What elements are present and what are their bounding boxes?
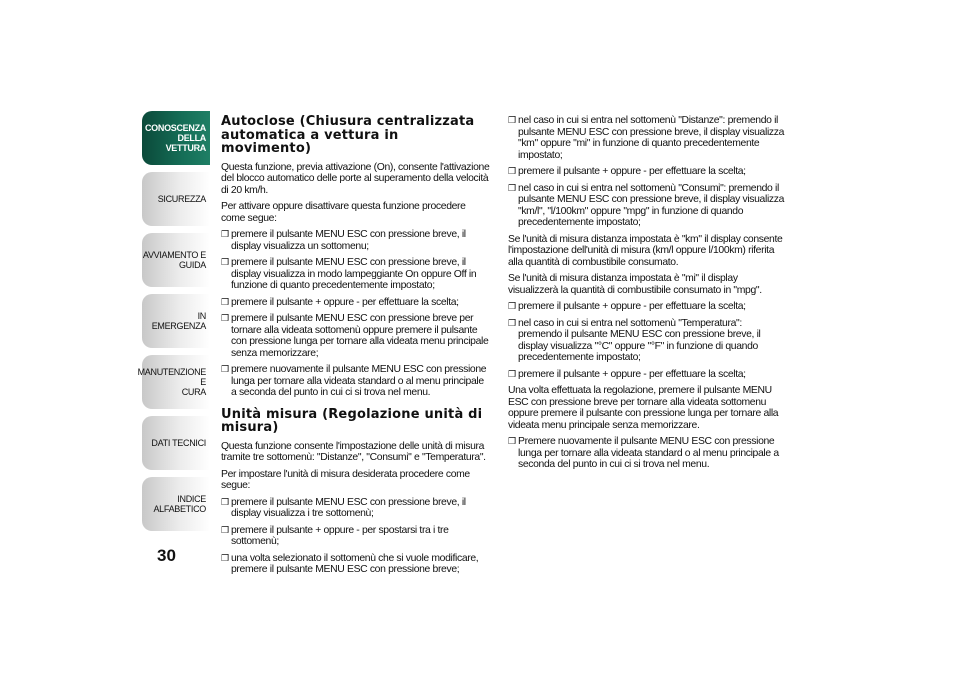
checkbox-bullet-icon: ❒ [221, 496, 229, 507]
checkbox-bullet-icon: ❒ [221, 364, 229, 374]
list-item: ❒ premere il pulsante MENU ESC con pressione breve, il display visualizza in modo lampeggiante On oppure Off in funzione di quanto precedentemente impostato; [221, 257, 477, 291]
checkbox-bullet-icon: ❒ [508, 166, 516, 176]
list-item: ❒ una volta selezionato il sottomenù che si vuole modificare, premere il pulsante MENU ESC con pressione breve; [221, 552, 479, 575]
tab-sicurezza[interactable]: SICUREZZA [142, 172, 210, 226]
checkbox-bullet-icon: ❒ [508, 436, 516, 446]
checkbox-bullet-icon: ❒ [221, 257, 229, 267]
list-item: ❒ nel caso in cui si entra nel sottomenù "Consumi": premendo il pulsante MENU ESC con pressione breve, il display visualizza "km/l", "l/100km" oppure "mpg" in funzione di quando precedentemente impostato; [508, 182, 785, 228]
checkbox-bullet-icon: ❒ [221, 552, 229, 563]
list-item: ❒ premere il pulsante MENU ESC con pressione breve per tornare alla videata sottomenù oppure premere il pulsante con pressione lunga per tornare alla videata menu principale senza memorizzare; [221, 313, 489, 359]
checkbox-bullet-icon: ❒ [221, 313, 229, 323]
paragraph: Per impostare l'unità di misura desiderata procedere come segue: [221, 468, 470, 491]
list-item: ❒ premere il pulsante + oppure - per effettuare la scelta; [508, 301, 746, 312]
tab-conoscenza-della-vettura[interactable]: CONOSCENZA DELLA VETTURA [142, 111, 210, 165]
tab-dati-tecnici[interactable]: DATI TECNICI [142, 416, 210, 470]
list-item: ❒ premere nuovamente il pulsante MENU ESC con pressione lunga per tornare alla videata standard o al menu principale a seconda del punto in cui ci si trova nel menu. [221, 364, 487, 398]
list-item: ❒ premere il pulsante MENU ESC con pressione breve, il display visualizza i tre sottomenù; [221, 496, 466, 519]
checkbox-bullet-icon: ❒ [508, 115, 516, 125]
bullet-list [221, 229, 491, 399]
checkbox-bullet-icon: ❒ [508, 368, 516, 379]
list-item: ❒ premere il pulsante + oppure - per effettuare la scelta; [508, 166, 746, 177]
list-item: ❒ nel caso in cui si entra nel sottomenù "Temperatura": premendo il pulsante MENU ESC con pressione breve, il display visualizza "°C" oppure "°F" in funzione di quando precedentemente impostato; [508, 317, 761, 363]
paragraph: Una volta effettuata la regolazione, premere il pulsante MENU ESC con pressione breve per tornare alla videata sottomenu oppure premere il pulsante con pressione lunga per tornare alla videata menu principale senza memorizzare. [508, 385, 779, 431]
paragraph: Per attivare oppure disattivare questa funzione procedere come segue: [221, 201, 466, 224]
checkbox-bullet-icon: ❒ [508, 182, 516, 193]
bullet-list [221, 497, 491, 576]
tab-in-emergenza[interactable]: IN EMERGENZA [142, 294, 210, 348]
bullet-list [508, 115, 786, 229]
section-title-unita-misura: Unità misura (Regolazione unità di misura) [221, 406, 483, 435]
checkbox-bullet-icon: ❒ [508, 301, 516, 311]
list-item: ❒ Premere nuovamente il pulsante MENU ESC con pressione lunga per tornare alla videata standard o al menu principale a seconda del punto in cui ci si trova nel menu. [508, 436, 779, 470]
section-title-autoclose: Autoclose (Chiusura centralizzata automatica a vettura in movimento) [221, 114, 475, 156]
list-item: ❒ premere il pulsante + oppure - per spostarsi tra i tre sottomenù; [221, 524, 449, 547]
bullet-list [508, 436, 786, 471]
checkbox-bullet-icon: ❒ [221, 229, 229, 239]
left-column [221, 115, 491, 581]
list-item: ❒ nel caso in cui si entra nel sottomenù "Distanze": premendo il pulsante MENU ESC con pressione breve, il display visualizza "km" oppure "mi" in funzione di quanto precedentemente impostato; [508, 115, 785, 161]
list-item: ❒ premere il pulsante + oppure - per effettuare la scelta; [508, 368, 746, 380]
list-item: ❒ premere il pulsante MENU ESC con pressione breve, il display visualizza un sottomenu; [221, 229, 466, 252]
right-column [508, 115, 786, 476]
paragraph: Questa funzione consente l'impostazione delle unità di misura tramite tre sottomenù: "Distanze", "Consumi" e "Temperatura". [221, 440, 486, 463]
tab-avviamento-e-guida[interactable]: AVVIAMENTO E GUIDA [142, 233, 210, 287]
checkbox-bullet-icon: ❒ [508, 317, 516, 328]
paragraph: Se l'unità di misura distanza impostata è "mi" il display visualizzerà la quantità di combustibile consumato in "mpg". [508, 273, 762, 296]
checkbox-bullet-icon: ❒ [221, 296, 229, 307]
paragraph: Questa funzione, previa attivazione (On), consente l'attivazione del blocco automatico delle porte al superamento della velocità di 20 km/h. [221, 161, 490, 196]
paragraph: Se l'unità di misura distanza impostata è "km" il display consente l'impostazione dell'unità di misura (km/l oppure l/100km) riferita alla quantità di combustibile consumato. [508, 233, 783, 268]
tab-manutenzione-e-cura[interactable]: MANUTENZIONE E CURA [142, 355, 210, 409]
checkbox-bullet-icon: ❒ [221, 524, 229, 535]
bullet-list [508, 301, 786, 380]
chapter-sidebar [137, 111, 210, 538]
list-item: ❒ premere il pulsante + oppure - per effettuare la scelta; [221, 296, 459, 308]
tab-indice-alfabetico[interactable]: INDICE ALFABETICO [142, 477, 210, 531]
page-number: 30 [157, 546, 176, 565]
